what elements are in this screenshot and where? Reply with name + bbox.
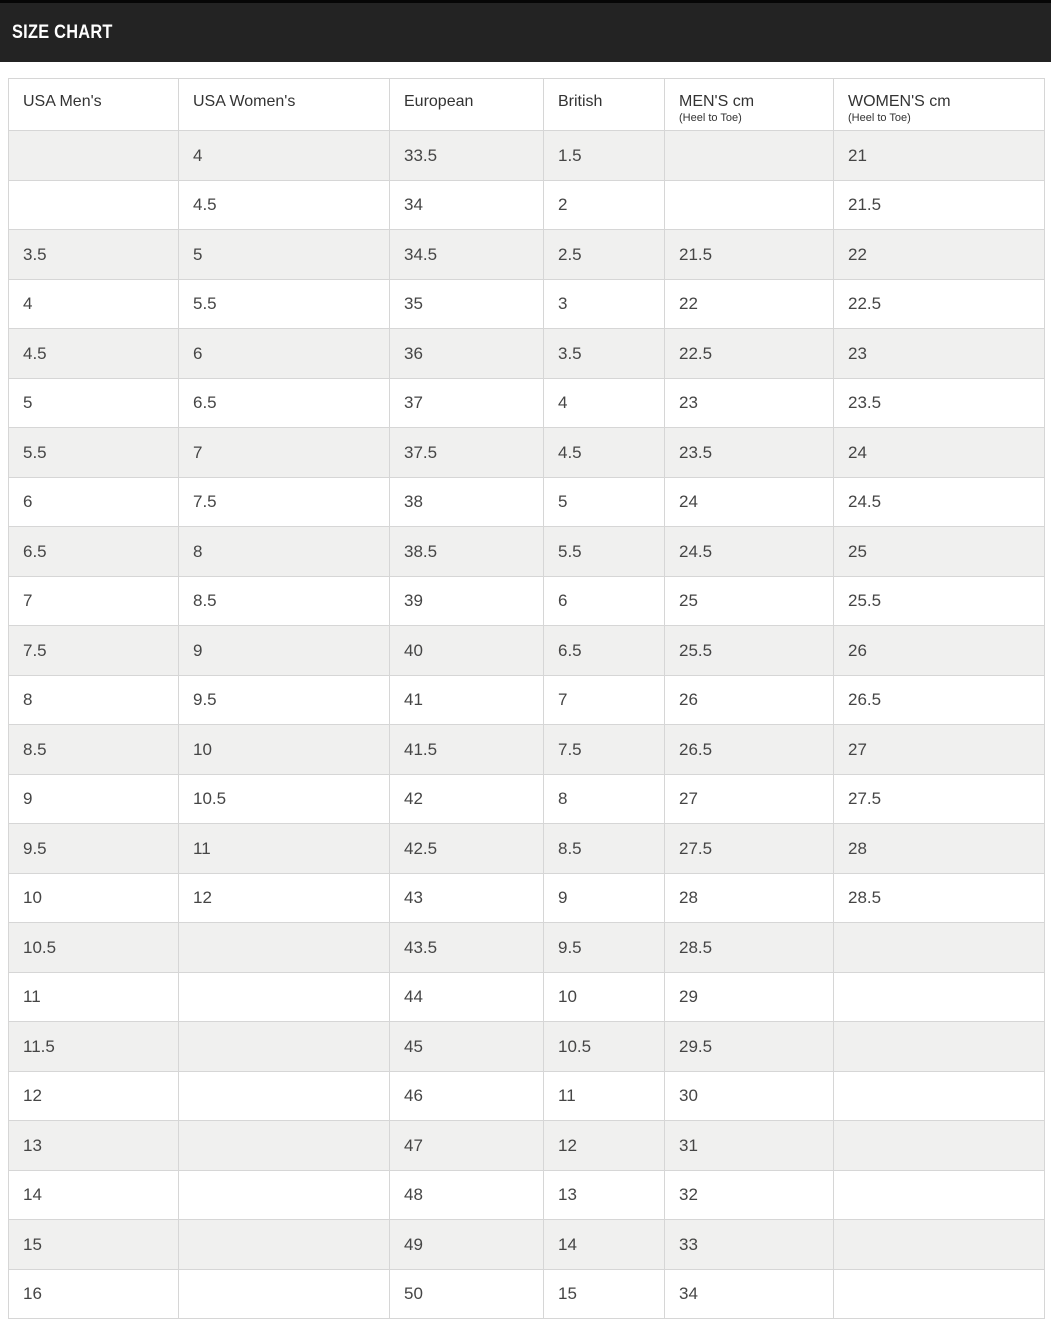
size-cell bbox=[665, 131, 834, 181]
size-cell: 9.5 bbox=[179, 675, 390, 725]
size-cell: 44 bbox=[390, 972, 544, 1022]
table-row bbox=[9, 1170, 1045, 1220]
size-cell: 21 bbox=[834, 131, 1045, 181]
size-cell: 3.5 bbox=[544, 329, 665, 379]
table-row bbox=[9, 824, 1045, 874]
size-cell: 4.5 bbox=[179, 180, 390, 230]
size-table-body bbox=[9, 131, 1045, 1319]
size-cell: 10.5 bbox=[179, 774, 390, 824]
size-cell: 46 bbox=[390, 1071, 544, 1121]
size-cell: 6.5 bbox=[544, 626, 665, 676]
size-cell bbox=[834, 1220, 1045, 1270]
size-cell: 10.5 bbox=[544, 1022, 665, 1072]
size-cell: 8.5 bbox=[9, 725, 179, 775]
size-cell: 24 bbox=[665, 477, 834, 527]
size-cell: 11.5 bbox=[9, 1022, 179, 1072]
table-row bbox=[9, 1071, 1045, 1121]
column-header-subtext: (Heel to Toe) bbox=[848, 112, 911, 124]
page-title: SIZE CHART bbox=[12, 21, 113, 43]
size-cell: 34 bbox=[390, 180, 544, 230]
size-cell: 7 bbox=[544, 675, 665, 725]
size-cell: 21.5 bbox=[834, 180, 1045, 230]
size-cell: 9.5 bbox=[544, 923, 665, 973]
size-cell: 26 bbox=[834, 626, 1045, 676]
size-chart-title-bar bbox=[0, 0, 1051, 62]
table-row bbox=[9, 774, 1045, 824]
size-cell bbox=[179, 923, 390, 973]
table-row bbox=[9, 725, 1045, 775]
size-cell: 27 bbox=[665, 774, 834, 824]
table-row bbox=[9, 873, 1045, 923]
size-cell: 36 bbox=[390, 329, 544, 379]
column-header-usa-mens bbox=[9, 79, 179, 131]
size-cell: 15 bbox=[9, 1220, 179, 1270]
size-cell: 10 bbox=[544, 972, 665, 1022]
table-row bbox=[9, 972, 1045, 1022]
table-row bbox=[9, 131, 1045, 181]
size-cell: 4 bbox=[544, 378, 665, 428]
column-header-mens-cm bbox=[665, 79, 834, 131]
size-cell: 6.5 bbox=[179, 378, 390, 428]
table-row bbox=[9, 279, 1045, 329]
column-header-womens-cm bbox=[834, 79, 1045, 131]
table-row bbox=[9, 923, 1045, 973]
size-cell: 27.5 bbox=[665, 824, 834, 874]
column-header-label: WOMEN'S cm bbox=[848, 93, 951, 110]
size-cell: 22 bbox=[834, 230, 1045, 280]
table-row bbox=[9, 527, 1045, 577]
size-cell: 25 bbox=[665, 576, 834, 626]
size-cell bbox=[179, 1071, 390, 1121]
size-cell: 4.5 bbox=[544, 428, 665, 478]
size-cell: 5 bbox=[544, 477, 665, 527]
size-cell: 5 bbox=[9, 378, 179, 428]
size-cell: 49 bbox=[390, 1220, 544, 1270]
table-row bbox=[9, 1121, 1045, 1171]
size-cell: 4 bbox=[9, 279, 179, 329]
size-cell: 32 bbox=[665, 1170, 834, 1220]
size-cell: 2 bbox=[544, 180, 665, 230]
size-cell: 26 bbox=[665, 675, 834, 725]
size-cell: 6 bbox=[9, 477, 179, 527]
size-cell: 11 bbox=[9, 972, 179, 1022]
size-cell: 5.5 bbox=[179, 279, 390, 329]
size-cell bbox=[179, 1170, 390, 1220]
size-cell: 22.5 bbox=[665, 329, 834, 379]
size-cell: 7.5 bbox=[179, 477, 390, 527]
size-cell: 8 bbox=[9, 675, 179, 725]
size-cell: 33.5 bbox=[390, 131, 544, 181]
size-cell bbox=[179, 1220, 390, 1270]
size-cell: 2.5 bbox=[544, 230, 665, 280]
size-cell: 1.5 bbox=[544, 131, 665, 181]
size-cell: 45 bbox=[390, 1022, 544, 1072]
size-cell: 29 bbox=[665, 972, 834, 1022]
column-header-subtext: (Heel to Toe) bbox=[679, 112, 742, 124]
size-cell: 4 bbox=[179, 131, 390, 181]
size-cell: 15 bbox=[544, 1269, 665, 1319]
size-cell: 7.5 bbox=[9, 626, 179, 676]
size-cell: 10 bbox=[179, 725, 390, 775]
table-row bbox=[9, 1269, 1045, 1319]
size-cell: 6.5 bbox=[9, 527, 179, 577]
size-cell: 9 bbox=[9, 774, 179, 824]
column-header-label: British bbox=[558, 93, 603, 110]
size-cell: 48 bbox=[390, 1170, 544, 1220]
size-cell bbox=[834, 923, 1045, 973]
size-cell: 25.5 bbox=[834, 576, 1045, 626]
size-cell: 25.5 bbox=[665, 626, 834, 676]
column-header-european bbox=[390, 79, 544, 131]
size-cell: 27 bbox=[834, 725, 1045, 775]
size-cell: 24.5 bbox=[665, 527, 834, 577]
size-cell: 22 bbox=[665, 279, 834, 329]
size-cell: 25 bbox=[834, 527, 1045, 577]
size-cell: 12 bbox=[544, 1121, 665, 1171]
size-cell: 26.5 bbox=[834, 675, 1045, 725]
size-cell: 12 bbox=[179, 873, 390, 923]
size-cell: 12 bbox=[9, 1071, 179, 1121]
column-header-usa-womens bbox=[179, 79, 390, 131]
size-cell: 41 bbox=[390, 675, 544, 725]
column-header-label: European bbox=[404, 93, 474, 110]
size-chart-table bbox=[8, 78, 1045, 1319]
size-cell: 13 bbox=[9, 1121, 179, 1171]
size-cell bbox=[834, 972, 1045, 1022]
table-row bbox=[9, 230, 1045, 280]
size-cell bbox=[834, 1022, 1045, 1072]
size-cell: 16 bbox=[9, 1269, 179, 1319]
size-cell bbox=[834, 1269, 1045, 1319]
size-cell: 40 bbox=[390, 626, 544, 676]
size-cell: 38 bbox=[390, 477, 544, 527]
size-cell: 37 bbox=[390, 378, 544, 428]
size-cell: 21.5 bbox=[665, 230, 834, 280]
size-cell: 37.5 bbox=[390, 428, 544, 478]
size-cell: 35 bbox=[390, 279, 544, 329]
size-cell: 43 bbox=[390, 873, 544, 923]
table-row bbox=[9, 576, 1045, 626]
size-cell: 3.5 bbox=[9, 230, 179, 280]
table-row bbox=[9, 1022, 1045, 1072]
size-cell bbox=[9, 131, 179, 181]
size-cell bbox=[179, 1269, 390, 1319]
size-cell: 6 bbox=[544, 576, 665, 626]
table-row bbox=[9, 675, 1045, 725]
size-cell: 8.5 bbox=[544, 824, 665, 874]
size-cell: 41.5 bbox=[390, 725, 544, 775]
size-cell: 23 bbox=[834, 329, 1045, 379]
table-row bbox=[9, 626, 1045, 676]
size-cell: 28 bbox=[665, 873, 834, 923]
column-header-british bbox=[544, 79, 665, 131]
table-row bbox=[9, 180, 1045, 230]
size-cell bbox=[179, 972, 390, 1022]
size-cell: 24.5 bbox=[834, 477, 1045, 527]
size-cell: 42.5 bbox=[390, 824, 544, 874]
table-row bbox=[9, 428, 1045, 478]
size-cell: 9 bbox=[544, 873, 665, 923]
size-cell: 4.5 bbox=[9, 329, 179, 379]
size-cell bbox=[179, 1022, 390, 1072]
size-cell: 14 bbox=[9, 1170, 179, 1220]
table-row bbox=[9, 378, 1045, 428]
size-cell: 3 bbox=[544, 279, 665, 329]
size-cell: 13 bbox=[544, 1170, 665, 1220]
size-cell: 31 bbox=[665, 1121, 834, 1171]
size-cell: 50 bbox=[390, 1269, 544, 1319]
size-cell: 34 bbox=[665, 1269, 834, 1319]
size-cell: 7 bbox=[9, 576, 179, 626]
size-cell: 8 bbox=[179, 527, 390, 577]
size-cell: 28.5 bbox=[834, 873, 1045, 923]
column-header-label: USA Women's bbox=[193, 93, 296, 110]
size-cell: 6 bbox=[179, 329, 390, 379]
size-cell: 28 bbox=[834, 824, 1045, 874]
size-cell bbox=[834, 1170, 1045, 1220]
size-cell: 29.5 bbox=[665, 1022, 834, 1072]
size-cell: 33 bbox=[665, 1220, 834, 1270]
size-cell: 5.5 bbox=[544, 527, 665, 577]
size-cell: 39 bbox=[390, 576, 544, 626]
size-cell: 43.5 bbox=[390, 923, 544, 973]
size-cell: 23 bbox=[665, 378, 834, 428]
size-cell: 7 bbox=[179, 428, 390, 478]
size-cell: 24 bbox=[834, 428, 1045, 478]
size-cell: 30 bbox=[665, 1071, 834, 1121]
size-cell: 23.5 bbox=[834, 378, 1045, 428]
size-chart-table-container bbox=[8, 78, 1044, 1319]
table-row bbox=[9, 477, 1045, 527]
size-cell: 47 bbox=[390, 1121, 544, 1171]
size-cell bbox=[179, 1121, 390, 1171]
size-cell: 22.5 bbox=[834, 279, 1045, 329]
column-header-label: MEN'S cm bbox=[679, 93, 755, 110]
size-cell: 14 bbox=[544, 1220, 665, 1270]
size-cell: 27.5 bbox=[834, 774, 1045, 824]
size-cell: 8 bbox=[544, 774, 665, 824]
table-row bbox=[9, 329, 1045, 379]
size-cell: 42 bbox=[390, 774, 544, 824]
size-cell: 8.5 bbox=[179, 576, 390, 626]
size-cell: 10 bbox=[9, 873, 179, 923]
table-header-row bbox=[9, 79, 1045, 131]
size-cell: 5 bbox=[179, 230, 390, 280]
size-cell: 9 bbox=[179, 626, 390, 676]
size-cell: 11 bbox=[179, 824, 390, 874]
size-cell: 23.5 bbox=[665, 428, 834, 478]
size-cell: 10.5 bbox=[9, 923, 179, 973]
size-cell bbox=[834, 1071, 1045, 1121]
size-cell: 34.5 bbox=[390, 230, 544, 280]
size-cell: 38.5 bbox=[390, 527, 544, 577]
size-cell bbox=[9, 180, 179, 230]
size-cell: 11 bbox=[544, 1071, 665, 1121]
size-cell: 9.5 bbox=[9, 824, 179, 874]
column-header-label: USA Men's bbox=[23, 93, 102, 110]
size-cell bbox=[834, 1121, 1045, 1171]
size-cell bbox=[665, 180, 834, 230]
size-cell: 26.5 bbox=[665, 725, 834, 775]
table-row bbox=[9, 1220, 1045, 1270]
size-cell: 5.5 bbox=[9, 428, 179, 478]
size-cell: 7.5 bbox=[544, 725, 665, 775]
size-cell: 28.5 bbox=[665, 923, 834, 973]
